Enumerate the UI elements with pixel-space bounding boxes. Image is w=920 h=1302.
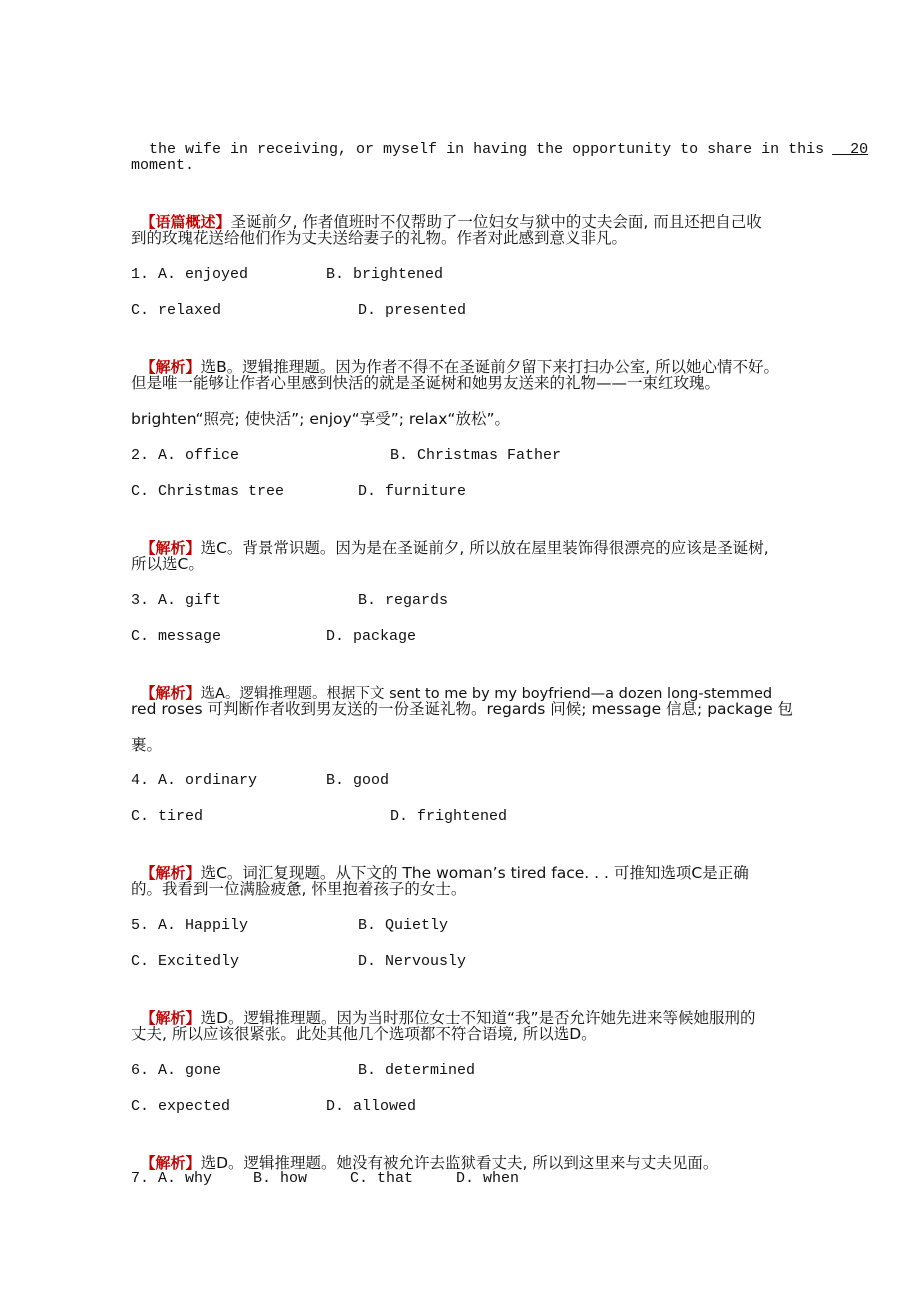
q6-option-c: C. expected — [131, 1098, 231, 1115]
analysis-tag: 【解析】 — [140, 539, 201, 557]
q3-option-a: 3. A. gift — [131, 592, 222, 609]
q2-analysis-2: 所以选C。 — [131, 555, 204, 573]
analysis-tag: 【解析】 — [140, 1154, 201, 1172]
q4-option-a: 4. A. ordinary — [131, 772, 258, 789]
q6-option-d: D. allowed — [326, 1098, 417, 1115]
analysis-text: 选C。背景常识题。因为是在圣诞前夕, 所以放在屋里装饰得很漂亮的应该是圣诞树, — [200, 539, 769, 557]
q2-option-d: D. furniture — [358, 483, 467, 500]
q1-option-b: B. brightened — [326, 266, 444, 283]
analysis-text: 选A。逻辑推理题。根据下文 sent to me by my boyfriend—a dozen long-stemmed — [200, 686, 773, 702]
q4-option-d: D. frightened — [390, 808, 508, 825]
analysis-text: 选D。逻辑推理题。她没有被允许去监狱看丈夫, 所以到这里来与丈夫见面。 — [200, 1154, 719, 1172]
q2-option-a: 2. A. office — [131, 447, 240, 464]
analysis-tag: 【解析】 — [140, 358, 201, 376]
q7-option-a: 7. A. why — [131, 1170, 213, 1187]
q1-analysis-3: brighten“照亮; 使快活”; enjoy“享受”; relax“放松”。 — [131, 410, 510, 428]
q6-analysis-1 — [131, 1133, 718, 1173]
summary-line-1 — [131, 192, 762, 232]
summary-line-2: 到的玫瑰花送给他们作为丈夫送给妻子的礼物。作者对此感到意义非凡。 — [131, 229, 628, 247]
q5-analysis-2: 丈夫, 所以应该很紧张。此处其他几个选项都不符合语境, 所以选D。 — [131, 1025, 597, 1043]
q3-option-c: C. message — [131, 628, 222, 645]
q1-analysis-1 — [131, 337, 779, 377]
q4-option-c: C. tired — [131, 808, 204, 825]
q4-analysis-1 — [131, 843, 749, 883]
q5-analysis-1 — [131, 988, 756, 1028]
q3-analysis-1 — [131, 663, 772, 704]
q3-analysis-3: 裹。 — [131, 736, 163, 754]
q6-option-b: B. determined — [358, 1062, 476, 1079]
analysis-text: 选D。逻辑推理题。因为当时那位女士不知道“我”是否允许她先进来等候她服刑的 — [200, 1009, 756, 1027]
q1-analysis-2: 但是唯一能够让作者心里感到快活的就是圣诞树和她男友送来的礼物——一束红玫瑰。 — [131, 374, 721, 392]
q7-option-d: D. when — [456, 1170, 520, 1187]
q5-option-b: B. Quietly — [358, 917, 449, 934]
q4-analysis-2: 的。我看到一位满脸疲惫, 怀里抱着孩子的女士。 — [131, 880, 467, 898]
q1-option-a: 1. A. enjoyed — [131, 266, 249, 283]
q5-option-a: 5. A. Happily — [131, 917, 249, 934]
q2-option-b: B. Christmas Father — [390, 447, 562, 464]
analysis-text: 选C。词汇复现题。从下文的 The woman’s tired face. . . 可推知选项C是正确 — [200, 864, 749, 882]
intro-line — [131, 120, 868, 160]
analysis-tag: 【解析】 — [140, 1009, 201, 1027]
intro-line-2: moment. — [131, 157, 195, 174]
q5-option-c: C. Excitedly — [131, 953, 240, 970]
q7-option-c: C. that — [350, 1170, 414, 1187]
analysis-tag: 【解析】 — [140, 684, 201, 702]
q6-option-a: 6. A. gone — [131, 1062, 222, 1079]
analysis-tag: 【解析】 — [140, 864, 201, 882]
intro-text: the wife in receiving, or myself in having the opportunity to share in this — [149, 141, 825, 158]
blank-20: 20 — [832, 141, 869, 158]
q5-option-d: D. Nervously — [358, 953, 467, 970]
q7-option-b: B. how — [253, 1170, 308, 1187]
summary-text-1: 圣诞前夕, 作者值班时不仅帮助了一位妇女与狱中的丈夫会面, 而且还把自己收 — [230, 213, 762, 231]
q2-option-c: C. Christmas tree — [131, 483, 285, 500]
q3-option-d: D. package — [326, 628, 417, 645]
q3-analysis-2: red roses 可判断作者收到男友送的一份圣诞礼物。regards 问候; message 信息; package 包 — [131, 700, 794, 718]
q2-analysis-1 — [131, 518, 769, 558]
q3-option-b: B. regards — [358, 592, 449, 609]
analysis-text: 选B。逻辑推理题。因为作者不得不在圣诞前夕留下来打扫办公室, 所以她心情不好。 — [200, 358, 780, 376]
q1-option-d: D. presented — [358, 302, 467, 319]
summary-tag: 【语篇概述】 — [140, 213, 231, 231]
q1-option-c: C. relaxed — [131, 302, 222, 319]
q4-option-b: B. good — [326, 772, 390, 789]
